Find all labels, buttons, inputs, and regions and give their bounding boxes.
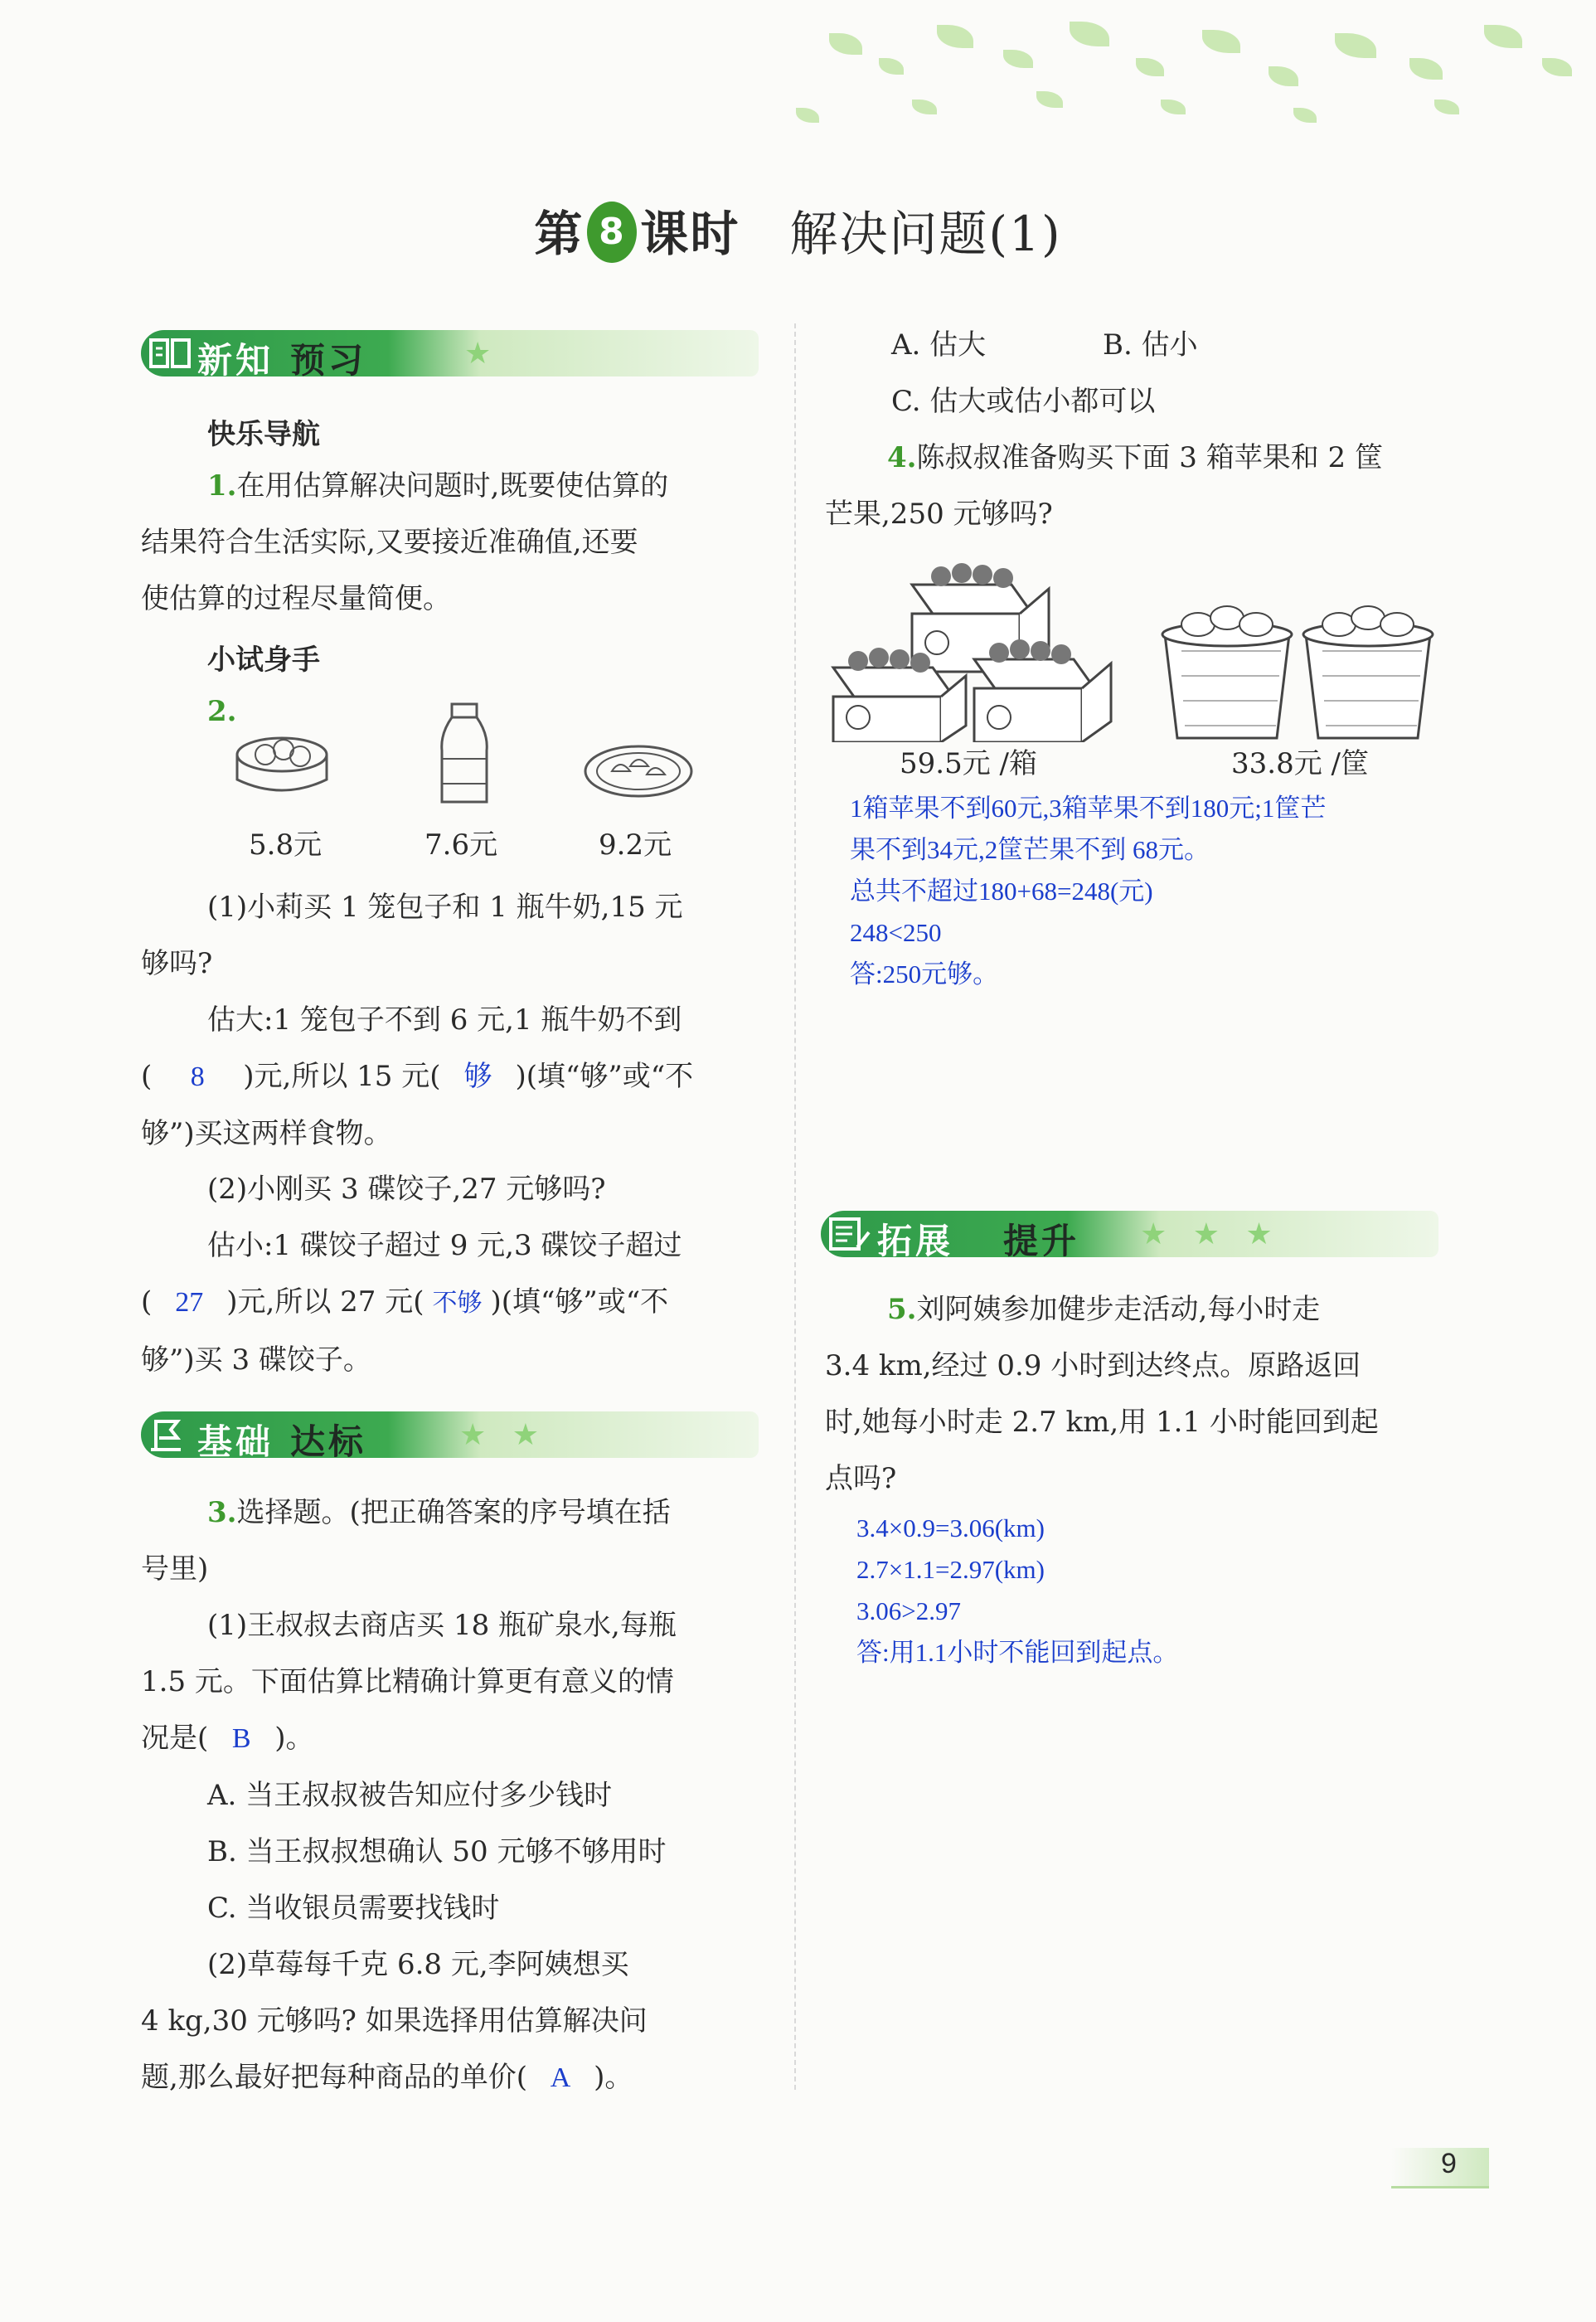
- q4-text-line: 陈叔叔准备购买下面 3 箱苹果和 2 筐: [916, 441, 1383, 474]
- answer-line: 3.06>2.97: [856, 1596, 961, 1625]
- q3-text-line: (1)王叔叔去商店买 18 瓶矿泉水,每瓶: [207, 1609, 677, 1642]
- question-number: 4.: [887, 441, 917, 474]
- question-number: 5.: [887, 1293, 917, 1326]
- q5-text-line: 刘阿姨参加健步走活动,每小时走: [916, 1293, 1321, 1326]
- question-number: 2.: [207, 695, 237, 728]
- q2-text-line: 估大:1 笼包子不到 6 元,1 瓶牛奶不到: [207, 1003, 682, 1037]
- star-rating: ★ ★ ★: [1140, 1217, 1281, 1251]
- book-icon: [148, 335, 192, 372]
- q2-text-line: (1)小莉买 1 笼包子和 1 瓶牛奶,15 元: [207, 891, 683, 924]
- answer-blank: 8: [190, 1061, 205, 1092]
- price-buns: 5.8元: [249, 828, 323, 862]
- section-title-part1: 基础: [197, 1421, 274, 1462]
- subheading-nav: 快乐导航: [207, 418, 320, 451]
- option-c: C. 估大或估小都可以: [891, 385, 1156, 418]
- q4-text-line: 芒果,250 元够吗?: [825, 498, 1053, 531]
- answer-line: 果不到34元,2筐芒果不到 68元。: [850, 835, 1210, 864]
- question-4: [825, 430, 1472, 542]
- q2-fill-line: [141, 1048, 771, 1105]
- section-title-part1: 新知: [197, 340, 274, 381]
- option-a: A. 估大: [891, 328, 987, 362]
- flag-icon: [148, 1416, 192, 1453]
- subheading-try: 小试身手: [207, 644, 320, 677]
- option-a: A. 当王叔叔被告知应付多少钱时: [207, 1779, 613, 1812]
- star-rating: ★: [464, 337, 500, 371]
- option-b: B. 当王叔叔想确认 50 元够不够用时: [207, 1835, 667, 1868]
- q1-text-line: 在用估算解决问题时,既要使估算的: [236, 469, 669, 503]
- page-title: [0, 195, 1596, 268]
- q2-text: )(填“够”或“不: [490, 1285, 669, 1319]
- section-header-basic: [141, 1411, 759, 1462]
- section-title-part2: 提升: [1003, 1221, 1080, 1261]
- q2-text-line: 够”)买这两样食物。: [141, 1117, 392, 1150]
- q5-answer: [856, 1508, 1178, 1673]
- q3-text: 况是(: [141, 1722, 209, 1755]
- answer-line: 答:用1.1小时不能回到起点。: [856, 1638, 1179, 1667]
- q3-fill-line: [141, 2049, 771, 2106]
- section-title-part2: 预习: [290, 340, 367, 381]
- title-name: 解决问题(1): [789, 206, 1062, 262]
- steamed-buns-icon: [232, 730, 332, 804]
- q2-text-line: (2)小刚买 3 碟饺子,27 元够吗?: [207, 1173, 606, 1206]
- dumplings-plate-icon: [580, 738, 696, 804]
- q3-text-line: 1.5 元。下面估算比精确计算更有意义的情: [141, 1665, 674, 1698]
- question-2-part-1: [141, 879, 771, 1162]
- apple-boxes-icon: [825, 551, 1123, 742]
- q2-text: )元,所以 27 元(: [226, 1285, 424, 1319]
- bracket: (: [141, 1285, 153, 1319]
- option-b: B. 估小: [1103, 328, 1198, 362]
- checklist-icon: [827, 1216, 872, 1252]
- answer-blank: 不够: [432, 1290, 483, 1317]
- bracket: (: [141, 1060, 153, 1093]
- q3-text-line: 4 kg,30 元够吗? 如果选择用估算解决问: [141, 2004, 648, 2038]
- answer-line: 2.7×1.1=2.97(km): [856, 1555, 1045, 1584]
- answer-line: 答:250元够。: [850, 959, 999, 989]
- star-rating: ★ ★: [459, 1418, 547, 1452]
- q2-text: )元,所以 15 元(: [243, 1060, 441, 1093]
- q3-text: )。: [274, 1722, 314, 1755]
- q3-fill-line: [141, 1710, 771, 1767]
- price-dumplings: 9.2元: [599, 828, 672, 862]
- q3-text-line: 选择题。(把正确答案的序号填在括: [236, 1496, 671, 1529]
- answer-blank: 27: [175, 1287, 204, 1318]
- q4-answer: [850, 788, 1326, 995]
- option-c: C. 当收银员需要找钱时: [207, 1892, 500, 1925]
- q2-text-line: 够”)买 3 碟饺子。: [141, 1343, 371, 1377]
- section-title-part1: 拓展: [877, 1221, 954, 1261]
- section-header-preview: [141, 330, 759, 381]
- mango-baskets-icon: [1157, 601, 1443, 742]
- milk-bottle-icon: [435, 701, 493, 809]
- answer-line: 总共不超过180+68=248(元): [850, 877, 1153, 906]
- title-suffix: 课时: [640, 206, 740, 262]
- question-2-part-2: [141, 1161, 771, 1388]
- q3-text: 题,那么最好把每种商品的单价(: [141, 2061, 528, 2094]
- section-header-extend: [821, 1211, 1438, 1261]
- price-milk: 7.6元: [424, 828, 498, 862]
- section-title-part2: 达标: [290, 1421, 367, 1462]
- answer-blank: 够: [463, 1061, 492, 1092]
- q5-text-line: 点吗?: [825, 1462, 897, 1495]
- q2-fill-line: [141, 1274, 771, 1332]
- q3-text-line: 号里): [141, 1552, 209, 1586]
- question-1: [141, 458, 771, 627]
- q3-text-line: (2)草莓每千克 6.8 元,李阿姨想买: [207, 1948, 629, 1981]
- answer-line: 3.4×0.9=3.06(km): [856, 1513, 1045, 1542]
- q5-text-line: 时,她每小时走 2.7 km,用 1.1 小时能回到起: [825, 1406, 1379, 1439]
- question-5: [825, 1281, 1472, 1507]
- question-number: 3.: [207, 1496, 237, 1529]
- lesson-number-badge: 8: [587, 202, 637, 263]
- price-apple: 59.5元 /箱: [900, 747, 1037, 780]
- answer-blank: B: [231, 1723, 251, 1754]
- q1-text-line: 结果符合生活实际,又要接近准确值,还要: [141, 526, 638, 559]
- page-number: 9: [1441, 2148, 1457, 2179]
- question-3: [141, 1484, 771, 2106]
- q2-text-line: 估小:1 碟饺子超过 9 元,3 碟饺子超过: [207, 1229, 682, 1262]
- price-mango: 33.8元 /筐: [1231, 747, 1369, 780]
- answer-blank: A: [550, 2062, 571, 2093]
- q5-text-line: 3.4 km,经过 0.9 小时到达终点。原路返回: [825, 1349, 1361, 1382]
- q2-text-line: 够吗?: [141, 947, 213, 980]
- answer-line: 1箱苹果不到60元,3箱苹果不到180元;1筐芒: [850, 794, 1327, 823]
- question-number: 1.: [207, 469, 237, 503]
- page-number-tab: [1391, 2148, 1489, 2188]
- answer-line: 248<250: [850, 918, 942, 947]
- column-divider: [794, 323, 796, 2090]
- q1-text-line: 使估算的过程尽量简便。: [141, 582, 451, 615]
- title-prefix: 第: [534, 206, 585, 262]
- q3-text: )。: [594, 2061, 633, 2094]
- q2-text: )(填“够”或“不: [515, 1060, 694, 1093]
